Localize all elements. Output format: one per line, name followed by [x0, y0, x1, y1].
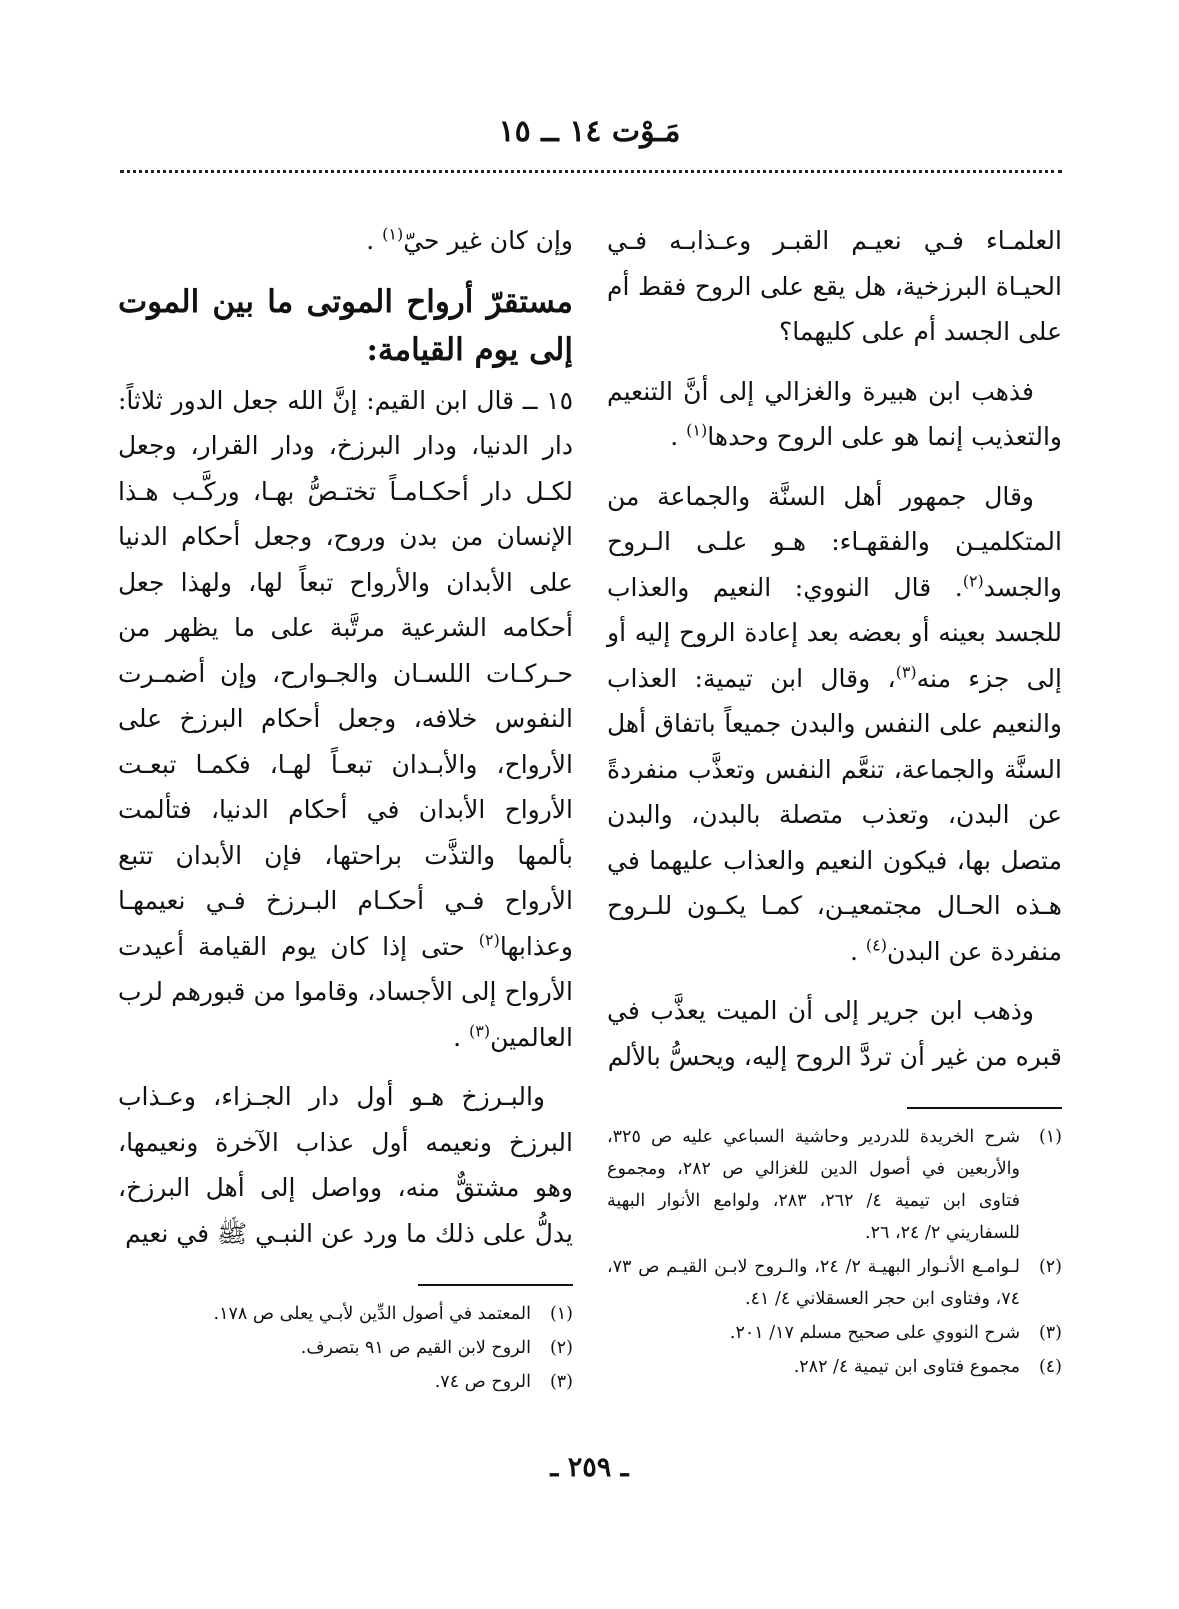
left-para-1: ١٥ ــ قال ابن القيم: إنَّ الله جعل الدور ثلاثاً: دار الدنيا، ودار البرزخ، ودار القرار، وجعل لكـل دار أحكـامـاً تختـصُّ بهـا، وركَّـب هـذا الإنسان من بدن وروح، وجعل أحكام الدنيا على الأبدان والأرواح تبعاً لها، ولهذا جعل أحكامه الشرعية مرتَّبة على ما يظهر من حـركـات اللسـان والجـوارح، وإن أضمـرت النفوس خلافه، وجعل أحكام البرزخ على الأرواح، والأبـدان تبعـاً لهـا، فكمـا تبعـت الأرواح الأبدان في أحكام الدنيا، فتألمت بألمها والتذَّت براحتها، فإن الأبدان تتبع الأرواح فـي أحكـام البـرزخ فـي نعيمهـا وعذابها$^{(٢)}$ حتى إذا كان يوم القيامة أعيدت الأرواح إلى الأجساد، وقاموا من قبورهم لرب العالمين$^{(٣)}$ .: [118, 385, 573, 1052]
footnote-ref: (٣): [469, 1021, 491, 1041]
footnote-ref: (٢): [962, 571, 984, 591]
left-opening-line: وإن كان غير حيّ$^{(١)}$ .: [366, 224, 573, 255]
footnote-ref: (١): [382, 224, 404, 244]
footnote-item: (١)المعتمد في أصول الدِّين لأبـي يعلى ص ١٧٨.: [213, 1304, 573, 1324]
footnote-item: (٣)الروح ص ٧٤.: [434, 1372, 573, 1392]
left-footnotes: [118, 1298, 573, 1398]
footnote-item: (٢)الروح لابن القيم ص ٩١ بتصرف.: [300, 1338, 573, 1358]
header-dotted-rule: [120, 170, 1062, 173]
footnote-ref: (١): [686, 420, 708, 440]
footnote-ref: (٢): [478, 930, 500, 950]
footnote-item: (٢)لـوامـع الأنـوار البهيـة ٢/ ٢٤، والـروح لابـن القيـم ص ٧٣، ٧٤، وفتاوى ابن حجر العسقلاني ٤/ ٤١.: [607, 1257, 1062, 1309]
right-para-4: وذهب ابن جرير إلى أن الميت يعذَّب في قبره من غير أن تردَّ الروح إليه، ويحسُّ بالألم: [607, 996, 1062, 1071]
left-para-2: والبـرزخ هـو أول دار الجـزاء، وعـذاب البرزخ ونعيمه أول عذاب الآخرة ونعيمها، وهو مشتقٌّ منه، وواصل إلى أهل البرزخ، يدلُّ على ذلك ما ورد عن النبـي ﷺ في نعيم: [118, 1082, 573, 1248]
right-para-2: فذهب ابن هبيرة والغزالي إلى أنَّ التنعيم والتعذيب إنما هو على الروح وحدها$^{(١)}$ .: [607, 376, 1062, 451]
running-head: مَـوْت ١٤ ــ ١٥: [498, 114, 681, 149]
page-number: ـ ٢٥٩ ـ: [550, 1452, 629, 1483]
right-para-3: وقال جمهور أهل السنَّة والجماعة من المتكلميـن والفقهـاء: هـو علـى الـروح والجسد$^{(٢)}$. قال النووي: النعيم والعذاب للجسد بعينه أو بعضه بعد إعادة الروح إليه أو إلى جزء منه$^{(٣)}$، وقال ابن تيمية: العذاب والنعيم على النفس والبدن جميعاً باتفاق أهل السنَّة والجماعة، تنعَّم النفس وتعذَّب منفردةً عن البدن، وتعذب متصلة بالبدن، والبدن متصل بها، فيكون النعيم والعذاب عليهما في هـذه الحـال مجتمعيـن، كمـا يكـون للـروح منفردة عن البدن$^{(٤)}$ .: [607, 481, 1062, 966]
footnote-rule: [418, 1284, 573, 1286]
left-column: [118, 218, 573, 1548]
right-footnotes: [607, 1121, 1062, 1383]
footnote-item: (١)شرح الخريدة للدردير وحاشية السباعي عليه ص ٣٢٥، والأربعين في أصول الدين للغزالي ص ٢٨٢، ومجموع فتاوى ابن تيمية ٤/ ٢٦٢، ٢٨٣، ولوامع الأنوار البهية للسفاريني ٢/ ٢٤، ٢٦.: [607, 1127, 1062, 1243]
footnote-ref: (٤): [865, 935, 887, 955]
footnote-item: (٣)شرح النووي على صحيح مسلم ١٧/ ٢٠١.: [729, 1323, 1062, 1343]
right-para-1: العلمـاء فـي نعيـم القبـر وعـذابـه فـي الحيـاة البرزخية، هل يقع على الروح فقط أم على الجسد أم على كليهما؟: [607, 226, 1062, 346]
section-heading: مستقرّ أرواح الموتى ما بين الموت إلى يوم القيامة:: [118, 283, 573, 368]
footnote-item: (٤)مجموع فتاوى ابن تيمية ٤/ ٢٨٢.: [793, 1357, 1062, 1377]
footnote-rule: [907, 1107, 1062, 1109]
footnote-ref: (٣): [895, 662, 917, 682]
right-column: [607, 218, 1062, 1548]
